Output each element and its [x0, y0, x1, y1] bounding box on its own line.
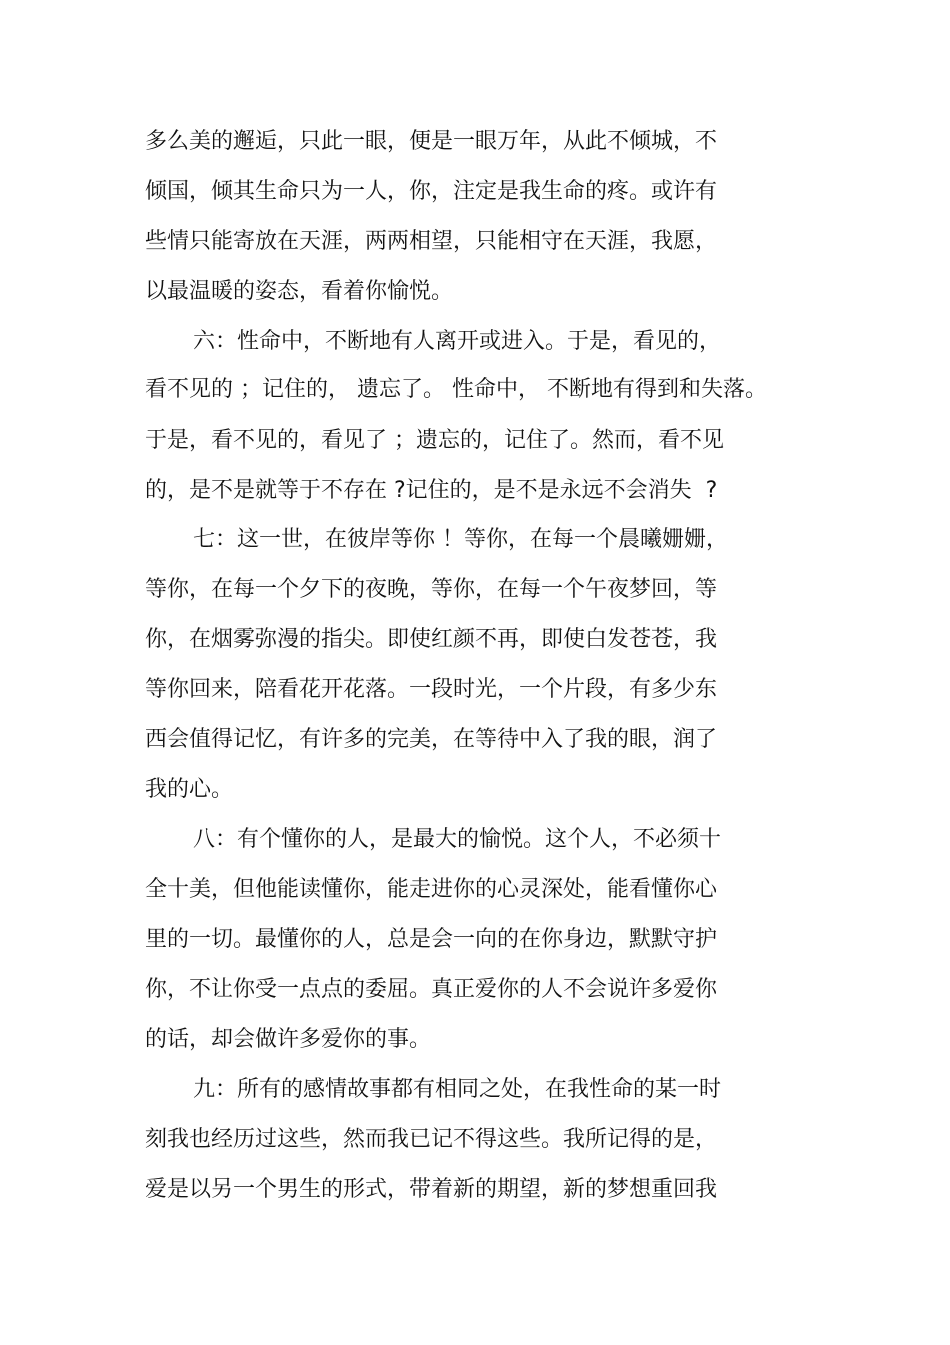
text-line: 西会值得记忆，有许多的完美，在等待中入了我的眼，润了 — [145, 727, 718, 752]
text-line: 里的一切。最懂你的人，总是会一向的在你身边，默默守护 — [145, 927, 718, 952]
text-line: 看不见的 ；记住的， 遗忘了。 性命中， 不断地有得到和失落。 — [145, 377, 767, 402]
text-line: 刻我也经历过这些，然而我已记不得这些。我所记得的是， — [145, 1127, 718, 1152]
text-line: 等你回来，陪看花开花落。一段时光，一个片段，有多少东 — [145, 677, 718, 702]
text-line: 爱是以另一个男生的形式，带着新的期望，新的梦想重回我 — [145, 1177, 718, 1202]
text-line: 多么美的邂逅，只此一眼，便是一眼万年，从此不倾城，不 — [145, 129, 718, 154]
paragraph-start-line: 七：这一世，在彼岸等你 ！等你，在每一个晨曦姗姗， — [193, 527, 728, 552]
text-line: 你，不让你受一点点的委屈。真正爱你的人不会说许多爱你 — [145, 977, 718, 1002]
text-line: 我的心。 — [145, 777, 234, 802]
text-line: 的话，却会做许多爱你的事。 — [145, 1027, 432, 1052]
text-line: 以最温暖的姿态，看着你愉悦。 — [145, 279, 454, 304]
paragraph-start-line: 八：有个懂你的人，是最大的愉悦。这个人，不必须十 — [193, 827, 722, 852]
text-line: 全十美，但他能读懂你，能走进你的心灵深处，能看懂你心 — [145, 877, 718, 902]
text-line: 些情只能寄放在天涯，两两相望，只能相守在天涯，我愿， — [145, 229, 718, 254]
text-line: 你，在烟雾弥漫的指尖。即使红颜不再，即使白发苍苍，我 — [145, 627, 718, 652]
text-line: 的，是不是就等于不存在 ?记住的，是不是永远不会消失 ? — [145, 478, 718, 503]
text-line: 倾国，倾其生命只为一人，你，注定是我生命的疼。或许有 — [145, 179, 718, 204]
text-line: 等你，在每一个夕下的夜晚，等你，在每一个午夜梦回，等 — [145, 577, 718, 602]
text-line: 于是，看不见的，看见了 ；遗忘的，记住了。然而，看不见 — [145, 428, 724, 453]
paragraph-start-line: 九：所有的感情故事都有相同之处，在我性命的某一时 — [193, 1077, 722, 1102]
paragraph-start-line: 六：性命中，不断地有人离开或进入。于是，看见的， — [193, 329, 722, 354]
